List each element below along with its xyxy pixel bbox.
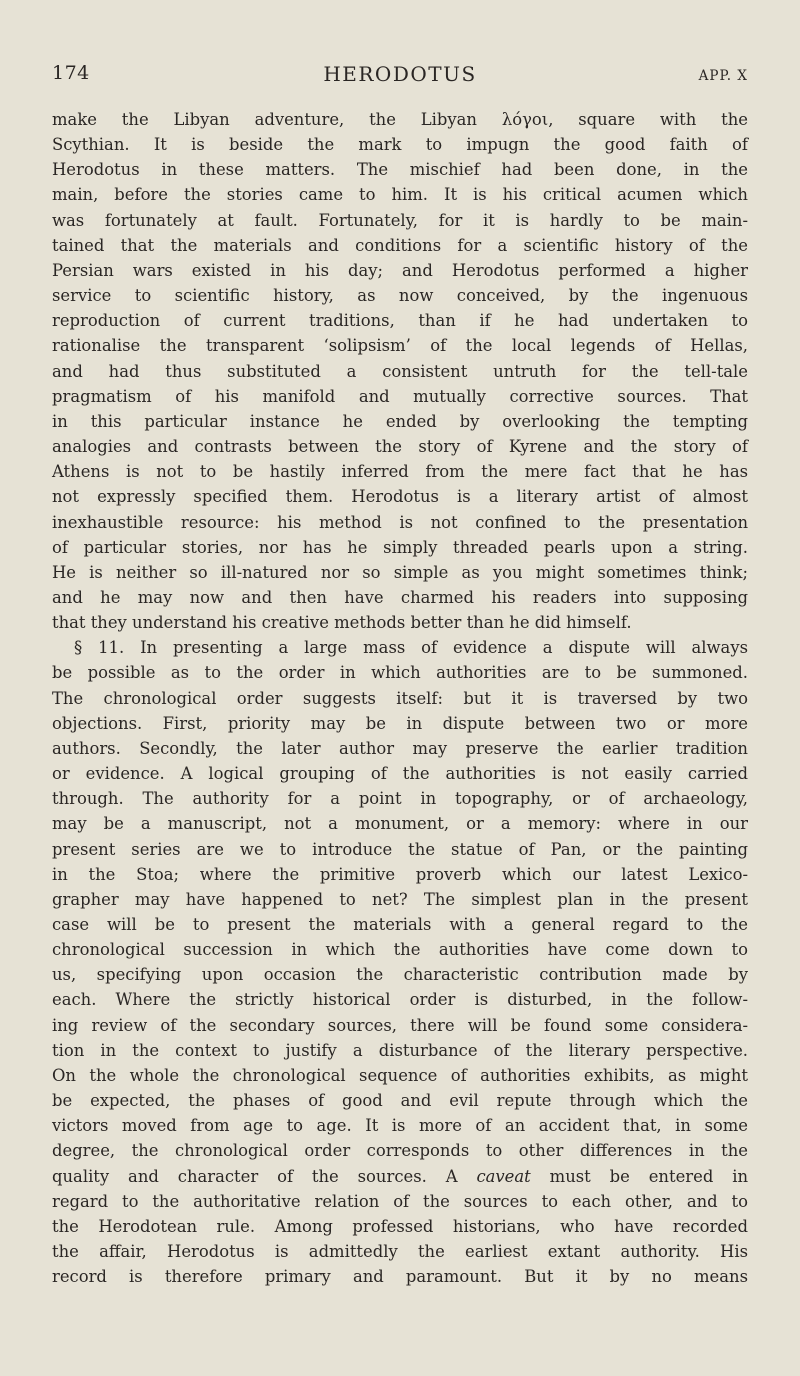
text-line: be expected, the phases of good and evil repute through which the xyxy=(52,1091,748,1111)
text-line: Athens is not to be hastily inferred from the mere fact that he has xyxy=(52,462,748,482)
running-head xyxy=(52,58,748,88)
text-line: Herodotus in these matters. The mischief had been done, in the xyxy=(52,160,748,180)
italic-term: caveat xyxy=(476,1166,531,1186)
text-line: record is therefore primary and paramount. But it by no means xyxy=(52,1267,748,1287)
text-line: in the Stoa; where the primitive proverb which our latest Lexico- xyxy=(52,864,748,884)
text-segment: must be entered in xyxy=(549,1166,749,1186)
text-line: authors. Secondly, the later author may preserve the earlier tradition xyxy=(52,738,748,758)
text-line: that they understand his creative methods better than he did himself. xyxy=(52,613,632,633)
text-line: victors moved from age to age. It is more of an accident that, in some xyxy=(52,1116,748,1136)
text-line: make the Libyan adventure, the Libyan λόγοι, square with the xyxy=(52,110,748,129)
text-line: and had thus substituted a consistent untruth for the tell-tale xyxy=(52,361,748,381)
text-segment: quality and character of the sources. A xyxy=(52,1166,458,1186)
text-line: rationalise the transparent ‘solipsism’ of the local legends of Hellas, xyxy=(52,336,748,356)
text-line: tion in the context to justify a disturbance of the literary perspective. xyxy=(52,1040,748,1060)
text-line: reproduction of current traditions, than if he had undertaken to xyxy=(52,311,748,331)
text-line: through. The authority for a point in topography, or of archaeology, xyxy=(52,789,748,809)
text-line: main, before the stories came to him. It is his critical acumen which xyxy=(52,185,748,205)
text-line: service to scientific history, as now conceived, by the ingenuous xyxy=(52,286,748,306)
text-line xyxy=(52,1164,748,1189)
text-line: analogies and contrasts between the story of Kyrene and the story of xyxy=(52,437,748,457)
text-line: The chronological order suggests itself: but it is traversed by two xyxy=(52,688,748,708)
text-line: He is neither so ill-natured nor so simple as you might sometimes think; xyxy=(52,562,748,582)
text-line: of particular stories, nor has he simply threaded pearls upon a string. xyxy=(52,537,748,557)
text-line: each. Where the strictly historical order is disturbed, in the follow- xyxy=(52,990,748,1010)
text-line: may be a manuscript, not a monument, or a memory: where in our xyxy=(52,814,748,834)
text-line: On the whole the chronological sequence of authorities exhibits, as might xyxy=(52,1065,748,1085)
text-line: grapher may have happened to net? The simplest plan in the present xyxy=(52,889,748,909)
text-line: us, specifying upon occasion the characteristic contribution made by xyxy=(52,965,748,985)
text-line: case will be to present the materials with a general regard to the xyxy=(52,915,748,934)
body-text xyxy=(52,107,748,1289)
text-line: degree, the chronological order corresponds to other differences in the xyxy=(52,1141,748,1161)
text-line: and he may now and then have charmed his readers into supposing xyxy=(52,587,748,607)
text-line: Persian wars existed in his day; and Herodotus performed a higher xyxy=(52,260,748,280)
text-line: the Herodotean rule. Among professed historians, who have recorded xyxy=(52,1216,748,1236)
text-line: objections. First, priority may be in dispute between two or more xyxy=(52,713,748,733)
text-line: the affair, Herodotus is admittedly the earliest extant authority. His xyxy=(52,1242,748,1262)
text-line: inexhaustible resource: his method is not confined to the presentation xyxy=(52,512,748,532)
text-line: tained that the materials and conditions for a scientific history of the xyxy=(52,235,748,255)
text-line: be possible as to the order in which authorities are to be summoned. xyxy=(52,663,748,683)
text-line: pragmatism of his manifold and mutually corrective sources. That xyxy=(52,386,748,406)
text-line: was fortunately at fault. Fortunately, for it is hardly to be main- xyxy=(52,210,748,230)
text-line: present series are we to introduce the statue of Pan, or the painting xyxy=(52,839,748,859)
section-label: APP. X xyxy=(698,68,748,84)
text-line: in this particular instance he ended by overlooking the tempting xyxy=(52,411,748,431)
text-line: Scythian. It is beside the mark to impugn the good faith of xyxy=(52,135,748,155)
page-number: 174 xyxy=(52,62,90,84)
running-title: HERODOTUS xyxy=(323,62,477,86)
text-line: not expressly specified them. Herodotus is a literary artist of almost xyxy=(52,487,748,507)
text-line: or evidence. A logical grouping of the authorities is not easily carried xyxy=(52,764,748,784)
text-line: § 11. In presenting a large mass of evidence a dispute will always xyxy=(74,638,748,658)
text-line: chronological succession in which the authorities have come down to xyxy=(52,940,748,960)
text-line: regard to the authoritative relation of the sources to each other, and to xyxy=(52,1191,748,1211)
text-line: ing review of the secondary sources, there will be found some considera- xyxy=(52,1015,748,1035)
